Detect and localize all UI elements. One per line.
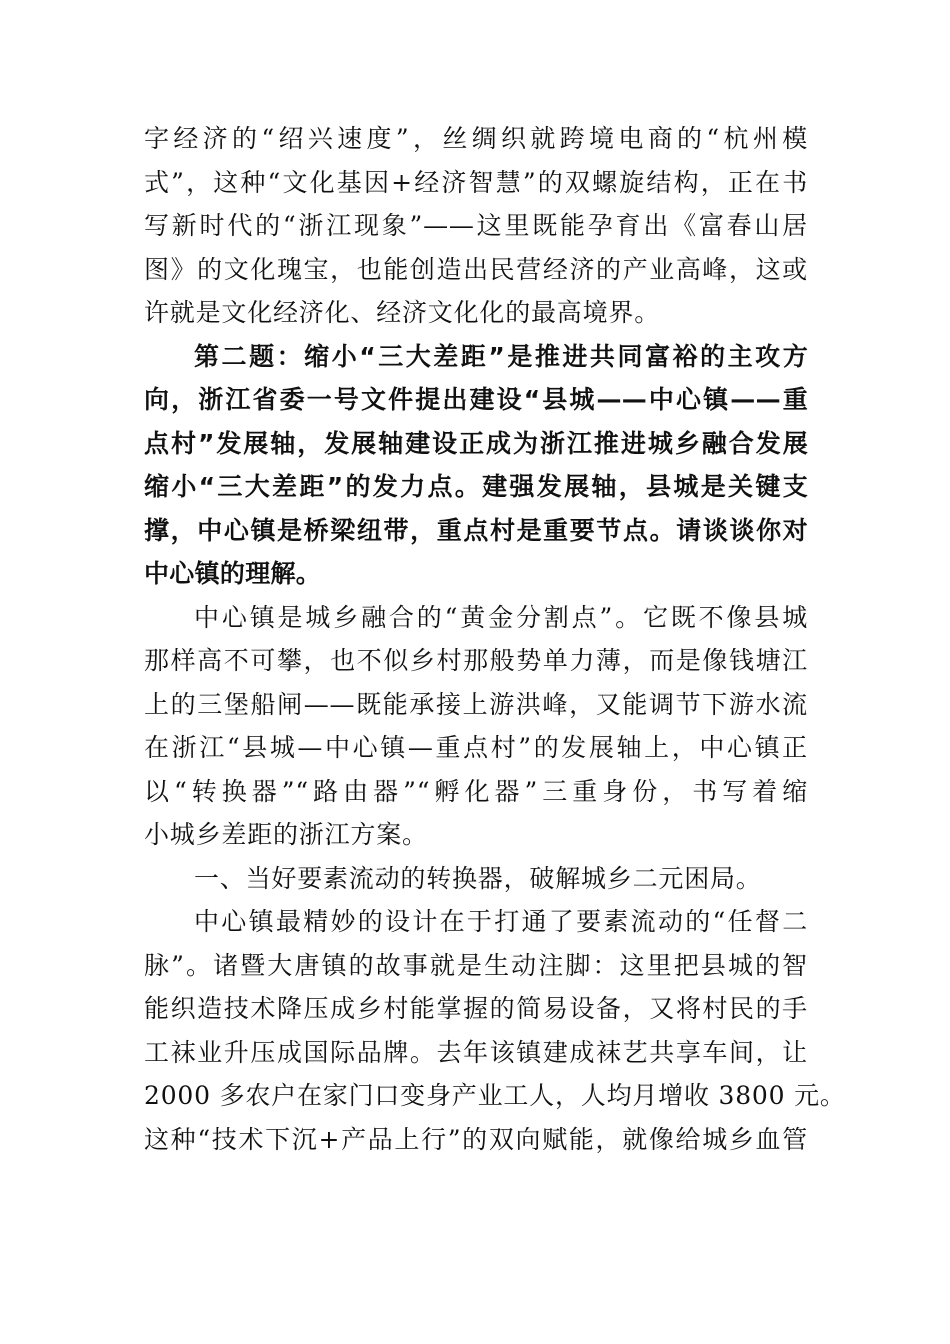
text-line: 这种“技术下沉+产品上行”的双向赋能，就像给城乡血管 xyxy=(144,1124,808,1154)
question-line: 向，浙江省委一号文件提出建设“县城——中心镇——重 xyxy=(144,385,808,414)
text-line: 2000 多农户在家门口变身产业工人，人均月增收 3800 元。 xyxy=(144,1081,846,1110)
text-line: 写新时代的“浙江现象”——这里既能孕育出《富春山居 xyxy=(144,211,808,240)
question-line: 缩小“三大差距”的发力点。建强发展轴，县城是关键支 xyxy=(144,472,808,501)
document-body xyxy=(144,117,846,1161)
text-line: 图》的文化瑰宝，也能创造出民营经济的产业高峰，这或 xyxy=(144,254,808,284)
text-line: 在浙江“县城—中心镇—重点村”的发展轴上，中心镇正 xyxy=(144,733,808,762)
text-line: 能织造技术降压成乡村能掌握的简易设备，又将村民的手 xyxy=(144,994,808,1023)
text-line: 许就是文化经济化、经济文化化的最高境界。 xyxy=(144,298,661,327)
text-line: 上的三堡船闸——既能承接上游洪峰，又能调节下游水流 xyxy=(144,689,808,719)
text-line: 那样高不可攀，也不似乡村那般势单力薄，而是像钱塘江 xyxy=(144,646,808,675)
paragraph-datang-town xyxy=(144,900,846,1161)
text-line: 字经济的“绍兴速度”，丝绸织就跨境电商的“杭州模 xyxy=(144,124,808,153)
text-line: 脉”。诸暨大唐镇的故事就是生动注脚：这里把县城的智 xyxy=(144,950,808,980)
question-line: 撑，中心镇是桥梁纽带，重点村是重要节点。请谈谈你对 xyxy=(144,515,808,545)
text-line: 工袜业升压成国际品牌。去年该镇建成袜艺共享车间，让 xyxy=(144,1037,808,1067)
paragraph-golden-ratio xyxy=(144,596,808,857)
text-line: 以“转换器”“路由器”“孵化器”三重身份，书写着缩 xyxy=(144,776,808,806)
section-heading: 一、当好要素流动的转换器，破解城乡二元困局。 xyxy=(194,863,762,893)
question-two xyxy=(144,335,808,596)
text-line: 小城乡差距的浙江方案。 xyxy=(144,820,428,849)
paragraph-culture-economy xyxy=(144,117,808,335)
text-line: 中心镇最精妙的设计在于打通了要素流动的“任督二 xyxy=(194,907,808,936)
question-line: 中心镇的理解。 xyxy=(144,559,322,588)
question-line: 第二题：缩小“三大差距”是推进共同富裕的主攻方 xyxy=(194,341,808,371)
question-line: 点村”发展轴，发展轴建设正成为浙江推进城乡融合发展 xyxy=(144,428,808,458)
text-line: 中心镇是城乡融合的“黄金分割点”。它既不像县城 xyxy=(194,602,808,632)
section-heading-one xyxy=(144,857,808,901)
text-line: 式”，这种“文化基因+经济智慧”的双螺旋结构，正在书 xyxy=(144,167,808,197)
